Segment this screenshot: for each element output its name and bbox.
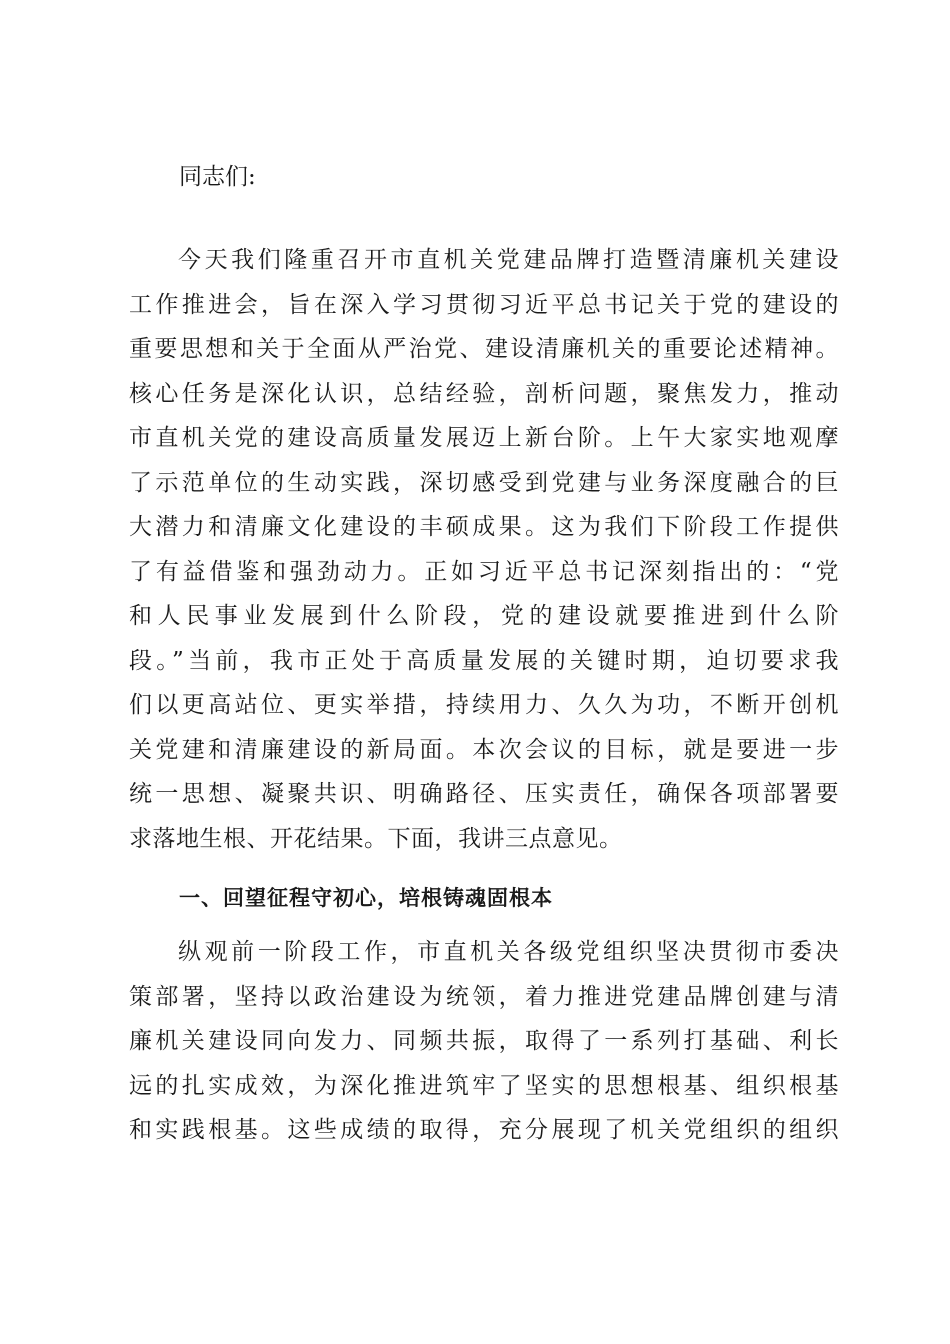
paragraph-line: 策部署，坚持以政治建设为统领，着力推进党建品牌创建与清 bbox=[129, 983, 839, 1010]
paragraph-line: 和人民事业发展到什么阶段，党的建设就要推进到什么阶 bbox=[129, 603, 839, 629]
paragraph-line: 了示范单位的生动实践，深切感受到党建与业务深度融合的巨 bbox=[129, 469, 839, 496]
paragraph-line: 廉机关建设同向发力、同频共振，取得了一系列打基础、利长 bbox=[129, 1028, 839, 1054]
paragraph-2 bbox=[129, 930, 839, 1153]
paragraph-line: 纵观前一阶段工作，市直机关各级党组织坚决贯彻市委决 bbox=[178, 939, 839, 965]
paragraph-line: 重要思想和关于全面从严治党、建设清廉机关的重要论述精神。 bbox=[129, 336, 839, 362]
paragraph-line: 关党建和清廉建设的新局面。本次会议的目标，就是要进一步 bbox=[129, 736, 839, 763]
paragraph-line: 今天我们隆重召开市直机关党建品牌打造暨清廉机关建设 bbox=[178, 247, 839, 273]
paragraph-line: 大潜力和清廉文化建设的丰硕成果。这为我们下阶段工作提供 bbox=[129, 514, 839, 540]
paragraph-line: 求落地生根、开花结果。下面，我讲三点意见。 bbox=[129, 825, 623, 852]
paragraph-1 bbox=[129, 238, 839, 861]
salutation: 同志们: bbox=[179, 164, 256, 190]
paragraph-line: 市直机关党的建设高质量发展迈上新台阶。上午大家实地观摩 bbox=[129, 425, 839, 451]
paragraph-line: 和实践根基。这些成绩的取得，充分展现了机关党组织的组织 bbox=[129, 1117, 839, 1143]
paragraph-line: 核心任务是深化认识，总结经验，剖析问题，聚焦发力，推动 bbox=[129, 380, 839, 407]
paragraph-line: 统一思想、凝聚共识、明确路径、压实责任，确保各项部署要 bbox=[129, 781, 839, 807]
paragraph-line: 了有益借鉴和强劲动力。正如习近平总书记深刻指出的：“党 bbox=[129, 558, 839, 585]
section-heading: 一、回望征程守初心，培根铸魂固根本 bbox=[179, 886, 553, 910]
paragraph-line: 段。”当前，我市正处于高质量发展的关键时期，迫切要求我 bbox=[129, 647, 839, 674]
paragraph-line: 们以更高站位、更实举措，持续用力、久久为功，不断开创机 bbox=[129, 692, 839, 718]
paragraph-line: 工作推进会，旨在深入学习贯彻习近平总书记关于党的建设的 bbox=[129, 291, 839, 318]
paragraph-line: 远的扎实成效，为深化推进筑牢了坚实的思想根基、组织根基 bbox=[129, 1072, 839, 1099]
